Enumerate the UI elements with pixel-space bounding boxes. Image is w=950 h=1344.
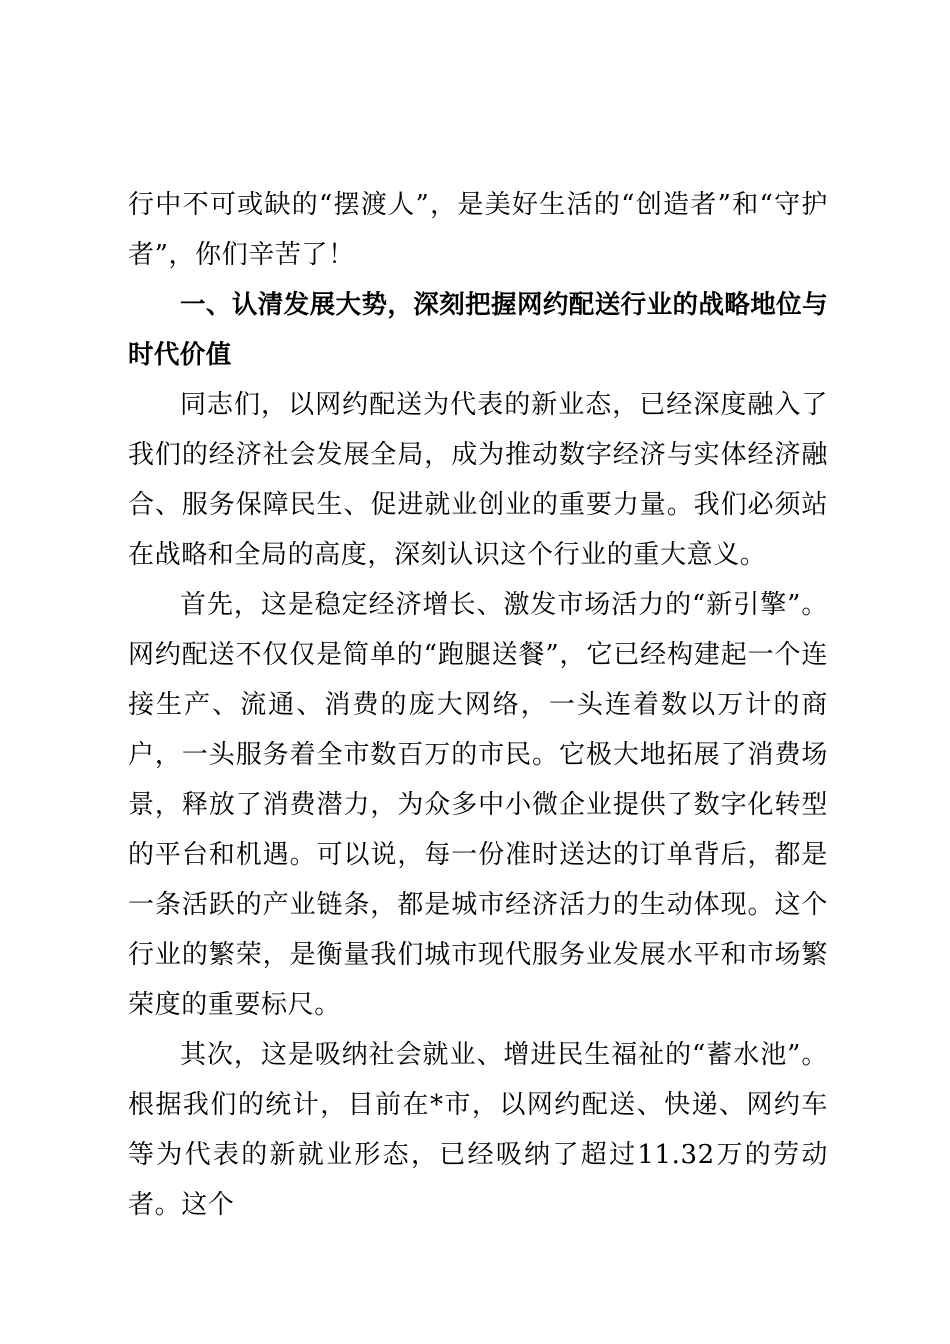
paragraph-intro: 同志们，以网约配送为代表的新业态，已经深度融入了我们的经济社会发展全局，成为推动数字经济与实体经济融合、服务保障民生、促进就业创业的重要力量。我们必须站在战略和全局的高度，深刻认识这个行业的重大意义。 (128, 390, 828, 570)
document-body (128, 180, 828, 1230)
paragraph-second-point: 其次，这是吸纳社会就业、增进民生福祉的“蓄水池”。根据我们的统计，目前在*市，以网约配送、快递、网约车等为代表的新就业形态，已经吸纳了超过11.32万的劳动者。这个 (128, 1040, 828, 1220)
paragraph-first-point: 首先，这是稳定经济增长、激发市场活力的“新引擎”。网约配送不仅仅是简单的“跑腿送餐”，它已经构建起一个连接生产、流通、消费的庞大网络，一头连着数以万计的商户，一头服务着全市数百万的市民。它极大地拓展了消费场景，释放了消费潜力，为众多中小微企业提供了数字化转型的平台和机遇。可以说，每一份准时送达的订单背后，都是一条活跃的产业链条，都是城市经济活力的生动体现。这个行业的繁荣，是衡量我们城市现代服务业发展水平和市场繁荣度的重要标尺。 (128, 590, 828, 1020)
paragraph-closing-greeting: 行中不可或缺的“摆渡人”，是美好生活的“创造者”和“守护者”，你们辛苦了！ (128, 190, 828, 270)
section-heading-1: 一、认清发展大势，深刻把握网约配送行业的战略地位与时代价值 (128, 290, 828, 370)
